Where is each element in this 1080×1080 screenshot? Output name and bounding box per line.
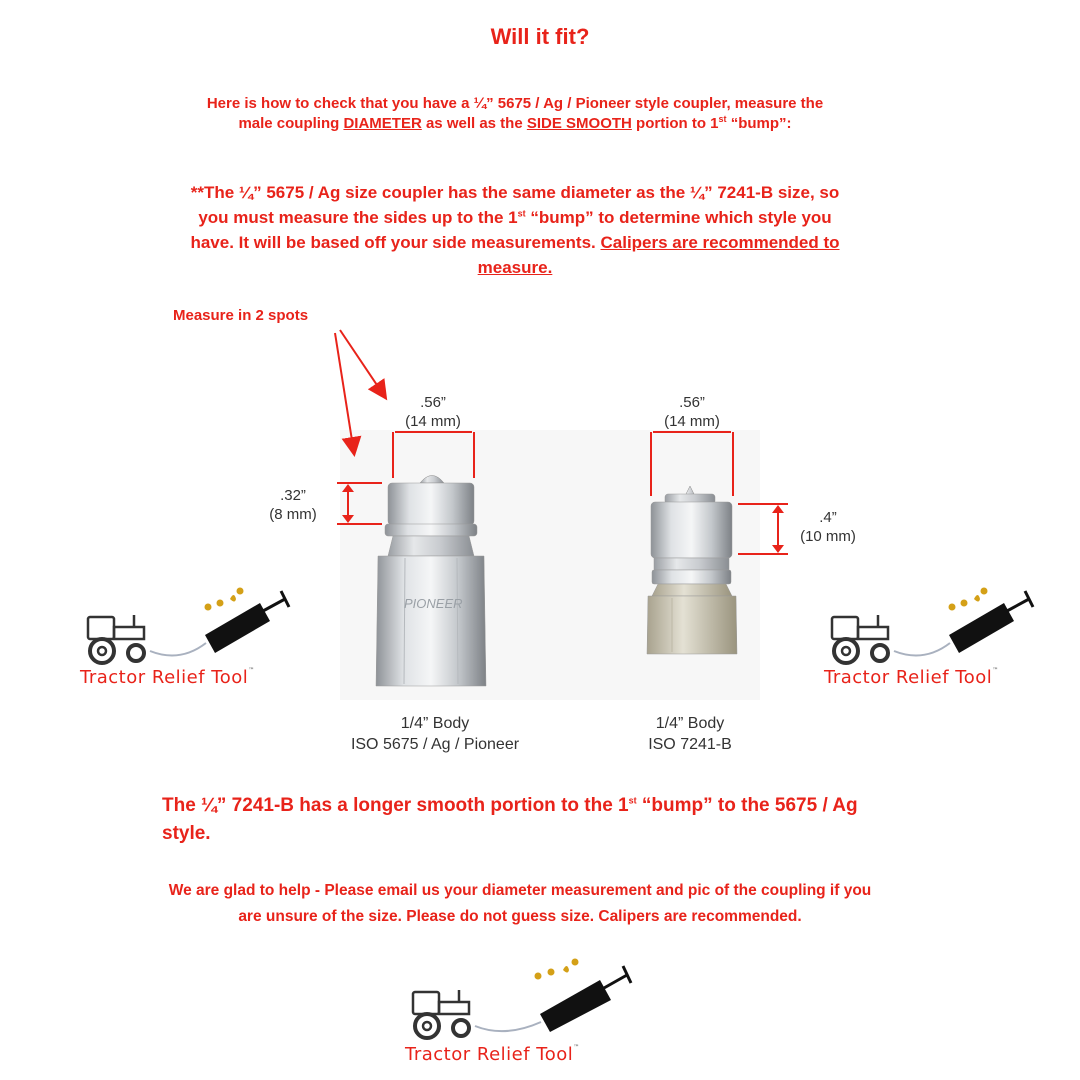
tractor-icon [88,615,144,663]
droplet-icon [205,588,244,611]
brand-name-right: Tractor Relief Tool™ [824,667,999,688]
brand-name-left: Tractor Relief Tool™ [80,667,255,688]
diameter-term: DIAMETER [343,115,422,132]
brand-logo-bottom [413,959,631,1039]
side-smooth-term: SIDE SMOOTH [526,115,632,132]
pointer-arrow-diameter [340,330,385,397]
intro-text: Here is how to check that you have a ¼” 5675 / Ag / Pioneer style coupler, measure the male coupling DIAMETER as well as the SIDE SMOOTH portion to 1st “bump”: [206,95,824,132]
pioneer-engraving: PIONEER [404,596,463,611]
droplet-icon [949,588,988,611]
left-coupler-caption: 1/4” Body ISO 5675 / Ag / Pioneer [350,715,520,753]
grease-gun-icon [949,591,1033,653]
measure-label: Measure in 2 spots [173,307,309,324]
help-text: We are glad to help - Please email us your diameter measurement and pic of the coupling if you are unsure of the size. Please do not guess size. Calipers are recommended. [168,882,872,925]
note-text: **The ¼” 5675 / Ag size coupler has the same diameter as the ¼” 7241-B size, so you must measure the sides up to the 1st “bump” to determine which style you have. It will be based off your side measurements. Calipers are recommended to measure. [190,183,840,277]
comparison-statement: The ¼” 7241-B has a longer smooth portion to the 1st “bump” to the 5675 / Ag style. [162,795,858,844]
right-coupler-image [647,486,737,654]
page-title: Will it fit? [490,24,590,49]
left-diameter-label: .56” (14 mm) [405,394,461,430]
left-coupler-image [376,476,486,687]
droplet-icon [535,959,579,980]
tractor-icon [832,615,888,663]
grease-gun-icon [540,966,631,1032]
right-side-label: .4” (10 mm) [800,509,856,545]
brand-name-bottom: Tractor Relief Tool™ [405,1044,580,1065]
left-side-label: .32” (8 mm) [269,487,317,523]
brand-logo-right [832,588,1033,664]
grease-gun-icon [205,591,289,653]
brand-logo-left [88,588,289,664]
calipers-recommended: Calipers are recommended to measure. [477,233,840,277]
right-diameter-label: .56” (14 mm) [664,394,720,430]
right-coupler-caption: 1/4” Body ISO 7241-B [648,715,732,753]
tractor-icon [413,990,469,1038]
